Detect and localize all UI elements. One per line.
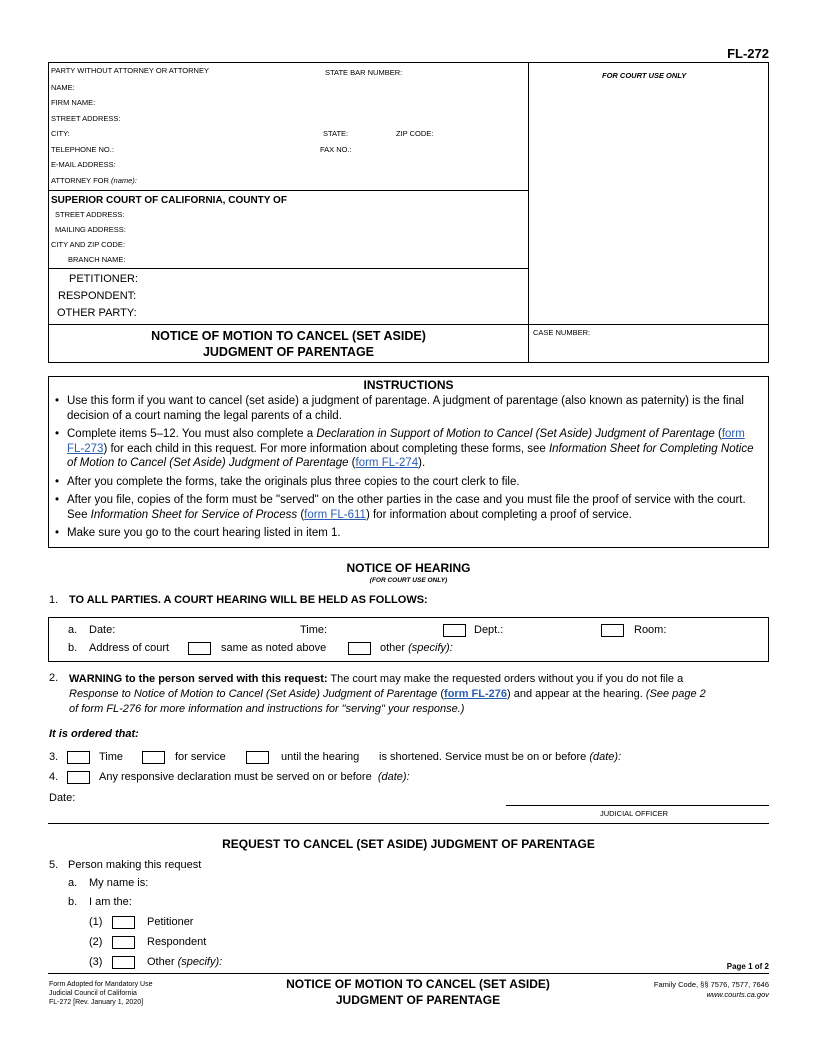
instruction-item: • After you complete the forms, take the originals plus three copies to the court clerk to file. xyxy=(48,475,756,490)
other-address-checkbox[interactable] xyxy=(348,642,371,655)
form-fl273-link[interactable]: form FL-273 xyxy=(67,428,745,455)
instruction-item: • After you file, copies of the form must be "served" on the other parties in the case and you must file the proof of service with the court. See Information Sheet for Service of Process (form FL-611) for information about completing a proof of service. xyxy=(48,493,756,522)
request-heading: REQUEST TO CANCEL (SET ASIDE) JUDGMENT OF PARENTAGE xyxy=(222,837,595,851)
footer-right: Family Code, §§ 7576, 7577, 7646 www.courts.ca.gov xyxy=(653,980,769,999)
respondent-checkbox[interactable] xyxy=(112,936,135,949)
for-service-checkbox[interactable] xyxy=(142,751,165,764)
firm-label: FIRM NAME: xyxy=(51,98,96,107)
room-checkbox[interactable] xyxy=(601,624,624,637)
court-mailing-label: MAILING ADDRESS: xyxy=(55,225,126,234)
zip-label: ZIP CODE: xyxy=(396,129,434,138)
judicial-signature-line xyxy=(506,805,769,806)
state-bar-label: STATE BAR NUMBER: xyxy=(325,68,403,77)
dept-checkbox[interactable] xyxy=(443,624,466,637)
hearing-b-marker: b. xyxy=(68,642,78,654)
hearing-a-marker: a. xyxy=(68,624,78,636)
caption-title-line1: NOTICE OF MOTION TO CANCEL (SET ASIDE) xyxy=(151,329,426,343)
i-am-label: I am the: xyxy=(89,896,132,908)
judicial-officer-label: JUDICIAL OFFICER xyxy=(600,809,669,818)
court-street-label: STREET ADDRESS: xyxy=(55,210,125,219)
hearing-time-label: Time: xyxy=(300,624,328,636)
for-service-label: for service xyxy=(175,751,226,763)
option1-marker: (1) xyxy=(89,916,103,928)
street-label: STREET ADDRESS: xyxy=(51,114,121,123)
form-fl274-link[interactable]: form FL-274 xyxy=(355,457,419,469)
footer-left: Form Adopted for Mandatory Use Judicial Council of California FL-272 [Rev. January 1, 2020] xyxy=(49,981,153,1006)
address-label: Address of court xyxy=(89,642,170,654)
court-use-label: FOR COURT USE ONLY xyxy=(602,71,687,80)
fax-label: FAX NO.: xyxy=(320,145,352,154)
hearing-date-label: Date: xyxy=(89,624,116,636)
case-number-label: CASE NUMBER: xyxy=(533,328,591,337)
same-address-label: same as noted above xyxy=(221,642,327,654)
footer-title: NOTICE OF MOTION TO CANCEL (SET ASIDE) JUDGMENT OF PARENTAGE xyxy=(286,977,550,1007)
item1-text: TO ALL PARTIES. A COURT HEARING WILL BE HELD AS FOLLOWS: xyxy=(69,594,428,606)
form-number: FL-272 xyxy=(727,46,769,61)
form-fl611-link[interactable]: form FL-611 xyxy=(304,508,366,521)
order-date-label: Date: xyxy=(49,792,76,804)
instruction-item: • Complete items 5–12. You must also complete a Declaration in Support of Motion to Cancel (Set Aside) Judgment of Parentage (form FL-273) for each child in this request. For more information about completing these forms, see Information Sheet for Completing Notice of Motion to Cancel (Set Aside) Judgment of Parentage (form FL-274). xyxy=(48,427,756,471)
petitioner-label: PETITIONER: xyxy=(69,273,139,285)
hearing-dept-label: Dept.: xyxy=(474,624,504,636)
page-number: Page 1 of 2 xyxy=(726,962,769,971)
website-link[interactable]: www.courts.ca.gov xyxy=(706,989,769,999)
court-title: SUPERIOR COURT OF CALIFORNIA, COUNTY OF xyxy=(51,195,287,206)
respondent-label: RESPONDENT: xyxy=(58,290,137,302)
attorney-for-label: ATTORNEY FOR (name): xyxy=(51,176,137,185)
instruction-item: • Make sure you go to the court hearing listed in item 1. xyxy=(48,526,756,541)
until-hearing-checkbox[interactable] xyxy=(246,751,269,764)
item2-number: 2. xyxy=(49,672,59,684)
city-label: CITY: xyxy=(51,129,70,138)
petitioner-option-label: Petitioner xyxy=(147,916,194,928)
respondent-option-label: Respondent xyxy=(147,936,207,948)
item5a-marker: a. xyxy=(68,877,78,889)
item5-text: Person making this request xyxy=(68,859,202,871)
other-address-label: other (specify): xyxy=(380,642,453,654)
phone-label: TELEPHONE NO.: xyxy=(51,145,114,154)
my-name-label: My name is: xyxy=(89,877,149,889)
party-label: PARTY WITHOUT ATTORNEY OR ATTORNEY xyxy=(51,66,209,75)
other-option-label: Other (specify): xyxy=(147,956,223,968)
item5-number: 5. xyxy=(49,859,59,871)
footer-rule xyxy=(48,973,769,974)
petitioner-checkbox[interactable] xyxy=(112,916,135,929)
hearing-heading: NOTICE OF HEARING xyxy=(346,561,471,575)
item5b-marker: b. xyxy=(68,896,78,908)
item4-text: Any responsive declaration must be served on or before (date): xyxy=(99,771,410,783)
caption-title-line2: JUDGMENT OF PARENTAGE xyxy=(202,344,375,359)
hearing-room-label: Room: xyxy=(634,624,667,636)
form-fl276-link[interactable]: form FL-276 xyxy=(444,688,507,700)
item3-number: 3. xyxy=(49,751,59,763)
other-party-label: OTHER PARTY: xyxy=(57,307,137,319)
instructions-list xyxy=(48,394,756,545)
item4-number: 4. xyxy=(49,771,59,783)
instructions-heading: INSTRUCTIONS xyxy=(363,378,454,392)
option2-marker: (2) xyxy=(89,936,103,948)
court-cityzip-label: CITY AND ZIP CODE: xyxy=(51,240,125,249)
until-hearing-label: until the hearing xyxy=(281,751,360,763)
email-label: E-MAIL ADDRESS: xyxy=(51,160,116,169)
same-address-checkbox[interactable] xyxy=(188,642,211,655)
shortened-text: is shortened. Service must be on or before (date): xyxy=(379,751,622,763)
hearing-subheading: (FOR COURT USE ONLY) xyxy=(369,577,448,584)
caption-title xyxy=(48,329,529,360)
court-branch-label: BRANCH NAME: xyxy=(68,255,126,264)
other-checkbox[interactable] xyxy=(112,956,135,969)
caption-box xyxy=(48,62,769,363)
instruction-item: • Use this form if you want to cancel (set aside) a judgment of parentage. A judgment of parentage (also known as paternity) is the final decision of a court naming the legal parents of a child. xyxy=(48,394,756,423)
time-checkbox[interactable] xyxy=(67,751,90,764)
state-label: STATE: xyxy=(323,129,349,138)
item2-warning: WARNING to the person served with this request: The court may make the requested orders without you if you do not file a Response to Notice of Motion to Cancel (Set Aside) Judgment of Parentage (form FL-276) and appear at the hearing. (See page 2 of form FL-276 for more information and instructions for "serving" your response.) xyxy=(69,673,706,715)
responsive-checkbox[interactable] xyxy=(67,771,90,784)
name-label: NAME: xyxy=(51,83,75,92)
option3-marker: (3) xyxy=(89,956,103,968)
ordered-label: It is ordered that: xyxy=(49,728,139,740)
section-divider xyxy=(48,823,769,824)
time-label: Time xyxy=(99,751,124,763)
item1-number: 1. xyxy=(49,594,59,606)
